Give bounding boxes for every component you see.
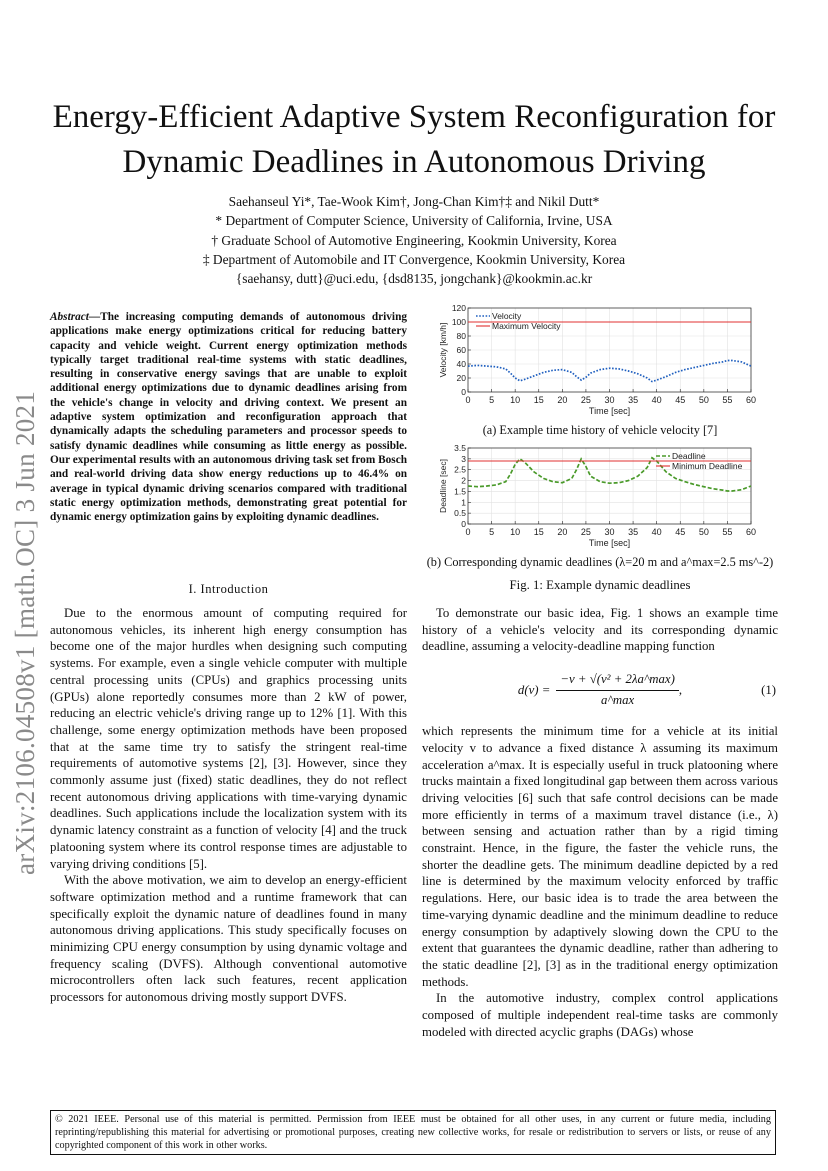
y-tick-label: 3 [461, 453, 466, 464]
x-tick-label: 55 [722, 527, 733, 537]
equation-denominator: a^max [601, 693, 635, 708]
subcaption-a: (a) Example time history of vehicle velocity [7] [482, 423, 718, 437]
y-tick-label: 0 [461, 387, 466, 397]
legend-label: Velocity [492, 311, 522, 321]
affiliation-1: * Department of Computer Science, University of California, Irvine, USA [215, 213, 613, 229]
x-tick-label: 30 [604, 527, 615, 537]
x-tick-label: 35 [628, 395, 639, 405]
y-tick-label: 20 [456, 373, 466, 383]
deadline-chart [422, 444, 778, 548]
y-tick-label: 100 [451, 317, 466, 327]
x-tick-label: 5 [489, 395, 495, 405]
x-axis-label: Time [sec] [588, 538, 631, 548]
y-tick-label: 80 [456, 331, 466, 341]
equation-numerator: −v + √(v² + 2λa^max) [556, 671, 679, 691]
x-tick-label: 50 [698, 395, 709, 405]
x-tick-label: 40 [651, 527, 662, 537]
y-tick-label: 3.5 [454, 444, 466, 453]
x-tick-label: 10 [510, 527, 521, 537]
x-tick-label: 45 [675, 395, 686, 405]
abstract-label: Abstract— [50, 311, 101, 323]
figure-caption: Fig. 1: Example dynamic deadlines [509, 578, 691, 592]
y-tick-label: 1 [461, 497, 466, 508]
y-axis-label: Deadline [sec] [438, 459, 448, 513]
author-block [40, 192, 788, 288]
x-tick-label: 45 [675, 527, 686, 537]
arxiv-stamp-text: arXiv:2106.04508v1 [math.OC] 3 Jun 2021 [10, 390, 40, 875]
legend-label: Minimum Deadline [672, 461, 743, 471]
y-axis-label: Velocity [km/h] [438, 322, 448, 378]
right-paragraph-1: To demonstrate our basic idea, Fig. 1 shows an example time history of a vehicle's velocity and its corresponding dynamic deadline, assuming a velocity-deadline mapping function [422, 606, 778, 654]
x-tick-label: 0 [465, 395, 471, 405]
y-tick-label: 40 [456, 359, 466, 369]
x-tick-label: 60 [745, 527, 757, 537]
subcaption-b: (b) Corresponding dynamic deadlines (λ=20 m and a^max=2.5 ms^-2) [426, 555, 774, 569]
intro-paragraph-1: Due to the enormous amount of computing required for autonomous vehicles, its inherent high energy consumption has become one of the major hurdles when designing such computing systems. For example, even a single vehicle computer with multiple central processing units (CPUs) and graphics processing units (GPUs) alone reportedly consumes more than 2 kW of power, reducing an electric vehicle's driving range up to 12% [1]. With this challenge, some energy optimization methods have been proposed that at the same time try to satisfy the stringent real-time requirements of automotive systems [2], [3]. However, since they commonly assume just (fixed) static deadlines, they do not reflect recent autonomous driving applications with time-varying dynamic deadlines. Such applications include the localization system with its dynamic latency constraint as a function of velocity [4] and the truck platooning system where its control response times are adjustable to varying driving conditions [5]. [50, 606, 407, 871]
section-heading: I. Introduction [188, 582, 269, 596]
author-names: Saehanseul Yi*, Tae-Wook Kim†, Jong-Chan Kim†‡ and Nikil Dutt* [228, 194, 600, 209]
equation-fraction [556, 671, 679, 708]
affiliation-3: ‡ Department of Automobile and IT Convergence, Kookmin University, Korea [202, 251, 626, 267]
right-column [422, 605, 778, 1040]
x-tick-label: 20 [557, 395, 568, 405]
x-tick-label: 15 [533, 395, 544, 405]
y-tick-label: 2.5 [454, 464, 466, 475]
x-tick-label: 10 [510, 395, 521, 405]
x-axis-label: Time [sec] [588, 406, 631, 416]
equation-lhs: d(v) = [517, 682, 551, 697]
x-tick-label: 20 [557, 527, 568, 537]
right-paragraph-3: In the automotive industry, complex control applications composed of multiple independent real-time tasks are commonly modeled with directed acyclic graphs (DAGs) whose [422, 991, 778, 1039]
equation-number: (1) [761, 682, 776, 697]
abstract [50, 310, 407, 524]
abstract-text: The increasing computing demands of autonomous driving applications make energy optimizations critical for reducing battery capacity and vehicle weight. Current energy optimization methods typically target traditional real-time systems with static deadlines, resulting in conservative energy savings that are unable to exploit additional energy optimizations due to dynamic deadlines arising from the vehicle's change in velocity and driving context. We present an adaptive system optimization and reconfiguration approach that dynamically adapts the scheduling parameters and processor speeds to satisfy dynamic deadlines while consuming as little energy as possible. Our experimental results with an autonomous driving task set from Bosch and real-world driving data show energy reductions up to 46.4% on average in typical dynamic driving scenarios compared with traditional static energy optimization methods, demonstrating great potential for dynamic energy optimization gains by exploiting dynamic deadlines. [50, 311, 407, 524]
affiliation-2: † Graduate School of Automotive Engineering, Kookmin University, Korea [211, 232, 617, 248]
x-tick-label: 15 [533, 527, 544, 537]
copyright-footer: © 2021 IEEE. Personal use of this material is permitted. Permission from IEEE must be obtained for all other uses, in any current or future media, including reprinting/republishing this material for advertising or promotional purposes, creating new collective works, for resale or redistribution to servers or lists, or reuse of any copyrighted component of this work in other works. [50, 1110, 776, 1155]
x-tick-label: 35 [628, 527, 639, 537]
x-tick-label: 50 [698, 527, 709, 537]
author-emails: {saehansy, dutt}@uci.edu, {dsd8135, jongchank}@kookmin.ac.kr [235, 271, 593, 287]
legend-label: Maximum Velocity [492, 321, 561, 331]
x-tick-label: 60 [745, 395, 757, 405]
x-tick-label: 0 [465, 527, 471, 537]
y-tick-label: 1.5 [454, 486, 466, 497]
y-tick-label: 0 [461, 519, 466, 529]
y-tick-label: 120 [451, 305, 466, 313]
equation-1 [422, 667, 778, 713]
x-tick-label: 55 [722, 395, 733, 405]
left-column [50, 605, 407, 1006]
x-tick-label: 30 [604, 395, 615, 405]
x-tick-label: 25 [580, 527, 591, 537]
equation-comma: , [678, 682, 683, 697]
y-tick-label: 2 [461, 475, 466, 486]
right-paragraph-2: which represents the minimum time for a vehicle at its initial velocity v to advance a fixed distance λ assuming its maximum acceleration a^max. It is especially useful in truck platooning where trucks maintain a fixed longitudinal gap between them across various driving velocities [6] such that safe control decisions can be made more efficiently in terms of a maximum travel distance (i.e., λ) between sensing and actuation rather than by a rigid timing constraint. Hence, in the figure, the faster the vehicle runs, the shorter the deadline gets. The minimum deadline depicted by a red line is determined by the maximum velocity enforced by traffic regulations. Here, our basic idea is to trade the area between the time-varying dynamic deadline and the minimum deadline to reduce energy consumption by adaptively slowing down the CPU to the extent that guarantees the dynamic deadline, rather than adhering to the static deadline [2], [3] as in the traditional energy optimization methods. [422, 724, 778, 989]
x-tick-label: 25 [580, 395, 591, 405]
paper-title: Energy-Efficient Adaptive System Reconfiguration for Dynamic Deadlines in Autonomous Driving [52, 99, 776, 180]
intro-paragraph-2: With the above motivation, we aim to develop an energy-efficient software optimization method and a runtime framework that can specifically exploit the dynamic nature of deadlines found in many autonomous driving applications. This study specifically focuses on minimizing CPU energy consumption by using dynamic voltage and frequency scaling (DVFS). Although conventional automotive microcontrollers often lack such features, recent application processors for autonomous driving mostly support DVFS. [50, 873, 407, 1005]
x-tick-label: 40 [651, 395, 662, 405]
y-tick-label: 60 [456, 345, 466, 355]
y-tick-label: 0.5 [454, 508, 466, 519]
x-tick-label: 5 [489, 527, 495, 537]
legend-label: Deadline [672, 451, 706, 461]
velocity-chart [422, 305, 778, 417]
